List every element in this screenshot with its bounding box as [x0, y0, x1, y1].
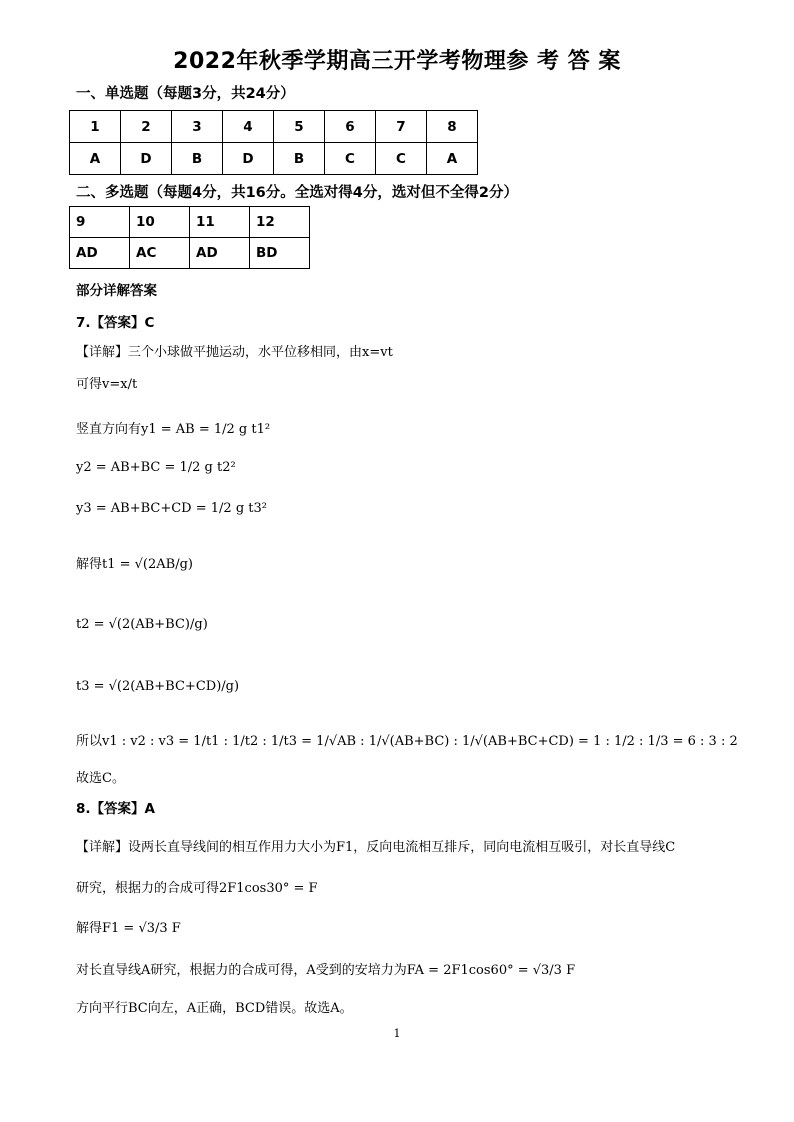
table-cell: AC	[130, 238, 190, 269]
q7-conclusion: 故选C。	[76, 771, 125, 786]
table-cell: 3	[172, 111, 223, 143]
table-cell: 7	[376, 111, 427, 143]
table-cell: 12	[250, 207, 310, 238]
table-cell: 1	[70, 111, 121, 143]
table-cell: C	[376, 143, 427, 175]
partial-heading: 部分详解答案	[76, 283, 157, 299]
table-cell: A	[70, 143, 121, 175]
table-cell: B	[172, 143, 223, 175]
table-cell: D	[223, 143, 274, 175]
q7-detail-7: t2 = √(2(AB+BC)/g)	[76, 617, 208, 632]
q7-detail-6: 解得t1 = √(2AB/g)	[76, 557, 193, 572]
q8-detail-4: 对长直导线A研究，根据力的合成可得，A受到的安培力为FA = 2F1cos60° = √3/3 F	[76, 963, 576, 978]
multi-choice-table	[69, 206, 310, 269]
table-cell: 10	[130, 207, 190, 238]
table-row	[70, 143, 478, 175]
table-cell: 4	[223, 111, 274, 143]
q7-detail-4: y2 = AB+BC = 1/2 g t2²	[76, 460, 236, 475]
table-cell: 5	[274, 111, 325, 143]
section1-heading: 一、单选题（每题3分，共24分）	[76, 86, 295, 102]
table-cell: D	[121, 143, 172, 175]
table-cell: AD	[190, 238, 250, 269]
table-cell: BD	[250, 238, 310, 269]
table-cell: 6	[325, 111, 376, 143]
page-number: 1	[393, 1027, 401, 1040]
section2-heading: 二、多选题（每题4分，共16分。全选对得4分，选对但不全得2分）	[76, 185, 518, 201]
q7-detail-5: y3 = AB+BC+CD = 1/2 g t3²	[76, 501, 267, 516]
q8-detail-5: 方向平行BC向左，A正确，BCD错误。故选A。	[76, 1001, 353, 1016]
q7-detail-2: 可得v=x/t	[76, 377, 138, 392]
table-cell: 11	[190, 207, 250, 238]
q8-detail-1: 【详解】设两长直导线间的相互作用力大小为F1，反向电流相互排斥，同向电流相互吸引，对长直导线C	[76, 840, 676, 855]
table-row	[70, 238, 310, 269]
page-title: 2022年秋季学期高三开学考物理参 考 答 案	[173, 49, 621, 74]
q8-detail-3: 解得F1 = √3/3 F	[76, 921, 181, 936]
table-cell: 2	[121, 111, 172, 143]
table-row	[70, 111, 478, 143]
table-row	[70, 207, 310, 238]
q8-answer: 8.【答案】A	[76, 801, 155, 817]
table-cell: AD	[70, 238, 130, 269]
table-cell: A	[427, 143, 478, 175]
q7-detail-9: 所以v1 : v2 : v3 = 1/t1 : 1/t2 : 1/t3 = 1/√AB : 1/√(AB+BC) : 1/√(AB+BC+CD) = 1 : 1/2 : 1/3 = 6 : 3 : 2	[76, 734, 738, 749]
table-cell: C	[325, 143, 376, 175]
q7-detail-3: 竖直方向有y1 = AB = 1/2 g t1²	[76, 422, 271, 437]
table-cell: 9	[70, 207, 130, 238]
q7-answer: 7.【答案】C	[76, 315, 155, 331]
table-cell: B	[274, 143, 325, 175]
q7-detail-8: t3 = √(2(AB+BC+CD)/g)	[76, 679, 240, 694]
table-cell: 8	[427, 111, 478, 143]
q7-detail-1: 【详解】三个小球做平抛运动，水平位移相同，由x=vt	[76, 345, 393, 360]
single-choice-table	[69, 110, 478, 175]
q8-detail-2: 研究，根据力的合成可得2F1cos30° = F	[76, 881, 318, 896]
